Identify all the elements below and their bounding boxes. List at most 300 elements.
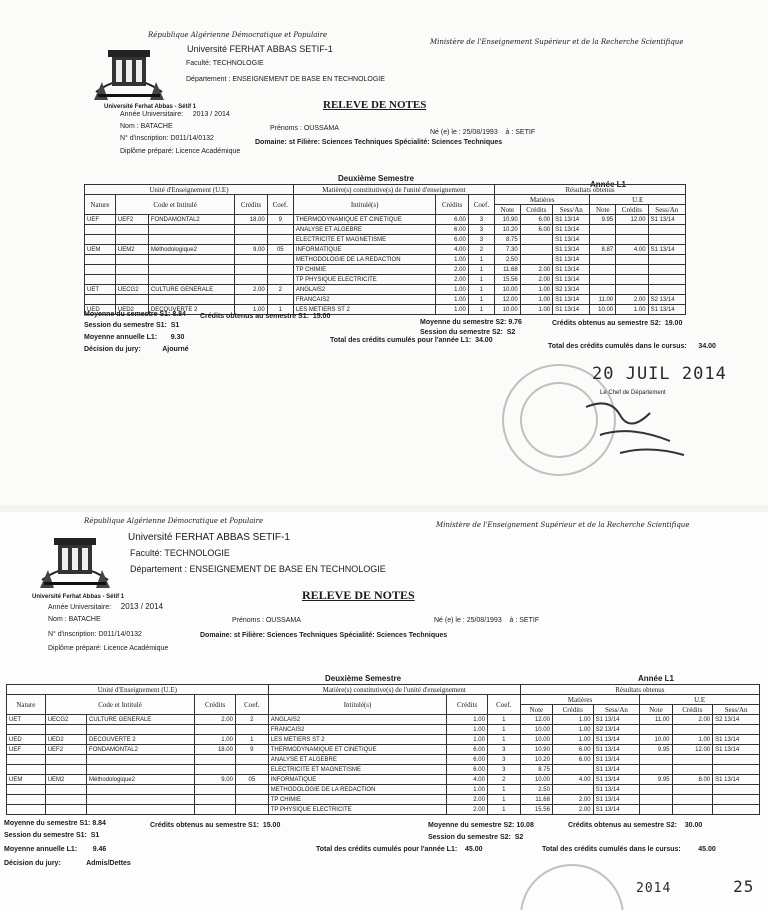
ue-nature-cell xyxy=(85,265,116,275)
official-round-stamp-icon xyxy=(520,864,624,910)
ue-result-header: U.E xyxy=(640,695,760,705)
matiere-coef-cell: 1 xyxy=(487,785,520,795)
cred-s1-value: 15.00 xyxy=(312,313,331,320)
matiere-credits-cell: 1.00 xyxy=(447,715,488,725)
ue-nature-cell xyxy=(85,235,116,245)
ue-credits-cell xyxy=(235,265,267,275)
total-cursus-value: 34.00 xyxy=(698,343,716,350)
matieres-header: Matières xyxy=(520,695,640,705)
ue-session-cell: S1 13/14 xyxy=(713,775,760,785)
ue-result-header: U.E xyxy=(590,195,686,205)
ue-code-cell: UECG2 xyxy=(45,715,86,725)
ue-note-cell xyxy=(590,275,616,285)
matiere-credits-cell: 6.00 xyxy=(436,225,468,235)
table-row xyxy=(7,755,760,765)
ue-credits-obtained-cell: 8.00 xyxy=(672,775,713,785)
total-cursus-line xyxy=(548,343,716,350)
sess-s2-line xyxy=(428,834,523,841)
diploma-value: Licence Académique xyxy=(103,645,169,652)
ue-code-cell: UED2 xyxy=(115,305,148,315)
diploma-line xyxy=(120,148,240,155)
matiere-title-cell: METHODOLOGIE DE LA REDACTION xyxy=(268,785,447,795)
ue-credits-obtained-cell xyxy=(616,275,648,285)
diploma-label: Diplôme préparé: xyxy=(48,645,102,652)
ue-coef-cell xyxy=(267,255,293,265)
avg-s1-line xyxy=(84,311,186,318)
matiere-credits-cell: 6.00 xyxy=(436,235,468,245)
matiere-credits-cell: 1.00 xyxy=(436,295,468,305)
ue-nature-cell xyxy=(7,805,46,815)
faculty-value: TECHNOLOGIE xyxy=(164,548,230,558)
matiere-credits-cell: 6.00 xyxy=(436,215,468,225)
total-year-line xyxy=(330,337,493,344)
name-label: Nom : xyxy=(48,616,67,623)
cred-s2-label: Crédits obtenus au semestre S2: xyxy=(552,320,661,327)
ue-coef-cell xyxy=(235,805,268,815)
ue-title-cell xyxy=(148,255,234,265)
ue-note-cell: 10.00 xyxy=(590,305,616,315)
table-row xyxy=(85,215,686,225)
ue-coef-cell xyxy=(235,765,268,775)
table-row xyxy=(85,265,686,275)
faculty-line xyxy=(130,548,230,558)
ue-title-cell: FONDAMONTAL2 xyxy=(87,745,195,755)
matiere-credits-obtained-cell: 1.00 xyxy=(552,725,593,735)
code-header: Code et Intitulé xyxy=(45,695,195,715)
ue-note-cell xyxy=(640,755,672,765)
ue-session-cell xyxy=(648,275,685,285)
domain-line: Domaine: st Filière: Sciences Techniques Spécialité: Sciences Techniques xyxy=(200,632,448,639)
ue-coef-header: Coef. xyxy=(235,695,268,715)
faculty-label: Faculté: xyxy=(186,60,211,67)
total-year-label: Total des crédits cumulés pour l'année L1: xyxy=(330,337,472,344)
table-row xyxy=(85,275,686,285)
cred-s1-label: Crédits obtenus au semestre S1: xyxy=(150,822,259,829)
ue-coef-cell: 1 xyxy=(235,735,268,745)
ue-code-cell xyxy=(45,795,86,805)
ue-title-cell: DECOUVERTE 2 xyxy=(87,735,195,745)
ue-nature-cell: UED xyxy=(7,735,46,745)
ue-nature-cell: UEM xyxy=(7,775,46,785)
ue-coef-cell: 2 xyxy=(235,715,268,725)
ue-credits-obtained-cell: 12.00 xyxy=(616,215,648,225)
matiere-session-cell: S1 13/14 xyxy=(593,745,640,755)
ue-title-cell: FONDAMONTAL2 xyxy=(148,215,234,225)
ue-title-cell xyxy=(87,755,195,765)
matiere-credits-cell: 2.00 xyxy=(436,275,468,285)
matiere-title-cell: TP PHYSIQUE ELECTRICITE xyxy=(268,805,447,815)
diploma-line xyxy=(48,645,168,652)
credits-result-header: Crédits xyxy=(520,205,552,215)
department-line xyxy=(186,76,385,83)
ue-code-cell xyxy=(115,225,148,235)
avg-s1-label: Moyenne du semestre S1: xyxy=(4,820,91,827)
ue-session-cell: S1 13/14 xyxy=(648,305,685,315)
avg-s2-value: 9.76 xyxy=(508,319,522,326)
code-header: Code et Intitulé xyxy=(115,195,234,215)
ue-nature-cell xyxy=(85,225,116,235)
ue-coef-cell: 9 xyxy=(235,745,268,755)
diploma-value: Licence Académique xyxy=(175,148,241,155)
matiere-session-cell: S2 13/14 xyxy=(593,725,640,735)
ue-note-cell: 9.95 xyxy=(590,215,616,225)
birthplace-value: SETIF xyxy=(519,617,540,624)
matiere-note-cell: 2.50 xyxy=(494,255,520,265)
avg-s2-value: 10.08 xyxy=(516,822,534,829)
logo-caption: Université Ferhat Abbas - Sétif 1 xyxy=(104,104,197,110)
ue-coef-cell xyxy=(267,295,293,305)
birth-line xyxy=(434,617,539,624)
mat-credits-header: Crédits xyxy=(436,195,468,215)
ue-note-cell: 9.95 xyxy=(640,775,672,785)
ue-note-cell xyxy=(590,225,616,235)
university-name: Université FERHAT ABBAS SETIF-1 xyxy=(187,44,333,54)
matiere-title-cell: THERMODYNAMIQUE ET CINETIQUE xyxy=(268,745,447,755)
session-header: Sess/An xyxy=(593,705,640,715)
matiere-credits-cell: 1.00 xyxy=(436,255,468,265)
ue-nature-cell xyxy=(7,795,46,805)
ue-credits-cell: 1.00 xyxy=(235,305,267,315)
jury-line xyxy=(84,346,189,353)
ue-title-cell: Méthodologique2 xyxy=(148,245,234,255)
registration-line xyxy=(120,135,214,142)
mat-credits-header: Crédits xyxy=(447,695,488,715)
jury-line xyxy=(4,860,131,867)
ue-coef-cell xyxy=(267,225,293,235)
ue-title-cell: DECOUVERTE 2 xyxy=(148,305,234,315)
birthplace-label: à : xyxy=(509,617,518,624)
date-stamp-year: 2014 xyxy=(636,881,672,896)
ue-credits-obtained-cell xyxy=(672,785,713,795)
matiere-note-cell: 10.20 xyxy=(494,225,520,235)
table-row xyxy=(85,235,686,245)
ue-title-cell xyxy=(87,795,195,805)
sess-s1-line xyxy=(84,322,179,329)
ue-title-cell: CULTURE GENERALE xyxy=(148,285,234,295)
ue-coef-cell: 2 xyxy=(267,285,293,295)
jury-value: Admis/Dettes xyxy=(86,860,131,867)
ue-note-cell xyxy=(640,795,672,805)
ue-session-cell: S1 13/14 xyxy=(648,215,685,225)
ue-credits-cell: 1.00 xyxy=(195,735,236,745)
matiere-title-cell: ANGLAIS2 xyxy=(268,715,447,725)
annual-label: Moyenne annuelle L1: xyxy=(84,334,158,341)
matiere-title-cell: TP PHYSIQUE ELECTRICITE xyxy=(293,275,436,285)
matiere-credits-cell: 1.00 xyxy=(436,305,468,315)
matiere-coef-cell: 1 xyxy=(468,295,494,305)
ue-coef-cell: 05 xyxy=(267,245,293,255)
ue-credits-cell xyxy=(235,295,267,305)
total-year-value: 45.00 xyxy=(464,846,483,853)
department-label: Département : xyxy=(186,76,231,83)
matiere-credits-obtained-cell: 4.00 xyxy=(552,775,593,785)
matiere-credits-cell: 6.00 xyxy=(447,765,488,775)
republic-heading: République Algérienne Démocratique et Populaire xyxy=(84,517,264,525)
matiere-credits-cell: 1.00 xyxy=(447,785,488,795)
ue-credits-obtained-cell: 12.00 xyxy=(672,745,713,755)
matiere-note-cell: 10.00 xyxy=(520,735,552,745)
name-line xyxy=(120,123,173,130)
matiere-session-cell: S2 13/14 xyxy=(553,285,590,295)
ue-nature-cell xyxy=(85,255,116,265)
matiere-title-cell: FRANCAIS2 xyxy=(293,295,436,305)
matiere-note-cell: 11.68 xyxy=(520,795,552,805)
ue-nature-cell xyxy=(85,275,116,285)
university-building-logo-icon xyxy=(90,42,168,104)
table-row xyxy=(7,785,760,795)
matiere-session-cell: S1 13/14 xyxy=(553,295,590,305)
semester-title: Deuxième Semestre xyxy=(338,174,415,183)
ue-title-cell: Méthodologique2 xyxy=(87,775,195,785)
table-row xyxy=(7,745,760,755)
ue-note-cell xyxy=(590,265,616,275)
name-value: BATACHE xyxy=(140,123,173,130)
matiere-coef-cell: 3 xyxy=(468,225,494,235)
year-label: Année Universitaire: xyxy=(120,111,184,118)
sess-s2-value: S2 xyxy=(514,834,524,841)
matiere-credits-cell: 6.00 xyxy=(447,745,488,755)
matiere-coef-cell: 1 xyxy=(468,275,494,285)
department-label: Département : xyxy=(130,564,188,574)
annual-value: 9.46 xyxy=(92,846,107,853)
matiere-coef-cell: 3 xyxy=(468,235,494,245)
nature-header: Nature xyxy=(7,695,46,715)
matiere-credits-cell: 2.00 xyxy=(447,805,488,815)
ue-credits-obtained-cell: 1.00 xyxy=(672,735,713,745)
table-row xyxy=(7,765,760,775)
ue-title-cell xyxy=(87,805,195,815)
matiere-credits-cell: 4.00 xyxy=(447,775,488,785)
matiere-coef-cell: 1 xyxy=(468,285,494,295)
university-name: Université FERHAT ABBAS SETIF-1 xyxy=(128,532,290,543)
cred-s1-value: 15.00 xyxy=(262,822,281,829)
ue-note-cell: 10.00 xyxy=(640,735,672,745)
matiere-note-cell: 10.00 xyxy=(520,725,552,735)
matiere-title-cell: INFORMATIQUE xyxy=(293,245,436,255)
matiere-credits-obtained-cell: 1.00 xyxy=(520,305,552,315)
matiere-session-cell: S1 13/14 xyxy=(553,235,590,245)
matiere-credits-obtained-cell: 1.00 xyxy=(520,295,552,305)
table-row xyxy=(7,725,760,735)
matiere-coef-cell: 1 xyxy=(487,795,520,805)
firstname-value: OUSSAMA xyxy=(265,617,301,624)
matiere-coef-cell: 1 xyxy=(487,715,520,725)
ue-credits-obtained-cell: 2.00 xyxy=(616,295,648,305)
department-value: ENSEIGNEMENT DE BASE EN TECHNOLOGIE xyxy=(189,564,386,574)
ue-session-cell: S2 13/14 xyxy=(648,295,685,305)
credits-result-header: Crédits xyxy=(552,705,593,715)
matiere-session-cell: S1 13/14 xyxy=(593,785,640,795)
ue-session-cell xyxy=(713,755,760,765)
ue-group-header: Unité d'Enseignement (U.E) xyxy=(85,185,294,195)
jury-label: Décision du jury: xyxy=(4,860,61,867)
matiere-session-cell: S1 13/14 xyxy=(553,215,590,225)
matiere-coef-cell: 1 xyxy=(468,265,494,275)
table-row xyxy=(85,285,686,295)
matiere-title-cell: TP CHIMIE xyxy=(293,265,436,275)
avg-s2-line xyxy=(428,822,534,829)
mat-coef-header: Coef. xyxy=(487,695,520,715)
ue-note-cell: 9.95 xyxy=(640,745,672,755)
ue-coef-cell: 05 xyxy=(235,775,268,785)
ue-code-cell: UEM2 xyxy=(115,245,148,255)
ue-credits-cell: 18.00 xyxy=(235,215,267,225)
ue-credits-obtained-cell: 2.00 xyxy=(672,715,713,725)
session-header: Sess/An xyxy=(553,205,590,215)
ue-code-cell: UEM2 xyxy=(45,775,86,785)
ue-credits-cell: 9.00 xyxy=(195,775,236,785)
ue-code-cell xyxy=(45,755,86,765)
faculty-line xyxy=(186,60,264,67)
ue-credits-result-header: Crédits xyxy=(616,205,648,215)
sess-s1-label: Session du semestre S1: xyxy=(84,322,167,329)
ue-session-cell xyxy=(713,765,760,775)
avg-s2-line xyxy=(420,319,522,326)
ue-credits-result-header: Crédits xyxy=(672,705,713,715)
sess-s2-line xyxy=(420,329,515,336)
ue-session-cell xyxy=(713,795,760,805)
matiere-credits-obtained-cell: 1.00 xyxy=(552,735,593,745)
date-stamp-day: 25 xyxy=(733,877,755,896)
annual-label: Moyenne annuelle L1: xyxy=(4,846,78,853)
matiere-note-cell: 10.00 xyxy=(494,285,520,295)
matiere-note-cell: 10.00 xyxy=(520,775,552,785)
sess-s1-value: S1 xyxy=(90,832,100,839)
note-header: Note xyxy=(520,705,552,715)
ue-coef-cell: 1 xyxy=(267,305,293,315)
total-cursus-line xyxy=(542,846,716,853)
ue-coef-cell: 9 xyxy=(267,215,293,225)
matiere-session-cell: S1 13/14 xyxy=(593,735,640,745)
intitule-header: Intitulé(s) xyxy=(268,695,447,715)
birth-line xyxy=(430,129,535,136)
ue-title-cell xyxy=(87,785,195,795)
republic-heading: République Algérienne Démocratique et Populaire xyxy=(148,31,328,39)
nature-header: Nature xyxy=(85,195,116,215)
registration-value: D011/14/0132 xyxy=(98,631,142,638)
matiere-credits-obtained-cell xyxy=(552,765,593,775)
matiere-note-cell: 8.75 xyxy=(494,235,520,245)
matiere-credits-obtained-cell: 6.00 xyxy=(552,745,593,755)
signature-icon xyxy=(580,395,690,465)
matiere-coef-cell: 2 xyxy=(468,245,494,255)
table-row xyxy=(7,805,760,815)
avg-s1-value: 8.84 xyxy=(92,820,106,827)
ue-credits-cell: 2.00 xyxy=(235,285,267,295)
firstname-line xyxy=(232,617,301,624)
matiere-note-cell: 12.00 xyxy=(494,295,520,305)
ue-code-cell xyxy=(45,765,86,775)
matiere-credits-obtained-cell xyxy=(520,235,552,245)
cred-s2-line xyxy=(568,822,702,829)
ue-credits-cell: 9.00 xyxy=(235,245,267,255)
ue-nature-cell: UET xyxy=(7,715,46,725)
ue-coef-cell xyxy=(235,755,268,765)
ue-coef-cell xyxy=(235,795,268,805)
ue-title-cell xyxy=(148,235,234,245)
matiere-session-cell: S1 13/14 xyxy=(593,715,640,725)
ue-code-cell xyxy=(45,785,86,795)
ue-code-cell xyxy=(115,235,148,245)
jury-value: Ajourné xyxy=(162,346,189,353)
diploma-label: Diplôme préparé: xyxy=(120,148,174,155)
ue-code-cell xyxy=(45,725,86,735)
ue-code-cell xyxy=(45,805,86,815)
matiere-session-cell: S1 13/14 xyxy=(553,255,590,265)
ue-credits-obtained-cell xyxy=(672,805,713,815)
annual-value: 9.30 xyxy=(170,334,185,341)
ue-credits-cell xyxy=(195,795,236,805)
ue-group-header: Unité d'Enseignement (U.E) xyxy=(7,685,269,695)
year-value: 2013 / 2014 xyxy=(120,602,164,611)
matiere-title-cell: TP CHIMIE xyxy=(268,795,447,805)
faculty-value: TECHNOLOGIE xyxy=(212,60,264,67)
matiere-credits-obtained-cell: 1.00 xyxy=(552,715,593,725)
matiere-credits-cell: 1.00 xyxy=(436,285,468,295)
ue-nature-cell: UET xyxy=(85,285,116,295)
matiere-session-cell: S1 13/14 xyxy=(553,225,590,235)
matiere-session-cell: S1 13/14 xyxy=(553,305,590,315)
ue-nature-cell xyxy=(7,785,46,795)
ue-credits-cell xyxy=(235,275,267,285)
ue-session-cell xyxy=(648,265,685,275)
ue-session-cell: S1 13/14 xyxy=(648,245,685,255)
jury-label: Décision du jury: xyxy=(84,346,141,353)
ministry-heading: Ministère de l'Enseignement Supérieur et de la Recherche Scientifique xyxy=(436,521,690,529)
name-label: Nom : xyxy=(120,123,139,130)
ue-code-cell xyxy=(115,275,148,285)
grades-table xyxy=(6,684,760,815)
ue-nature-cell xyxy=(85,295,116,305)
ue-coef-header: Coef. xyxy=(267,195,293,215)
total-year-value: 34.00 xyxy=(475,337,493,344)
cred-s2-label: Crédits obtenus au semestre S2: xyxy=(568,822,677,829)
chef-label: Le Chef de Département xyxy=(600,390,666,396)
page-title: RELEVE DE NOTES xyxy=(302,588,415,602)
matiere-credits-cell: 6.00 xyxy=(447,755,488,765)
department-line xyxy=(130,564,386,574)
ue-nature-cell xyxy=(7,765,46,775)
semester-title: Deuxième Semestre xyxy=(325,674,402,683)
faculty-label: Faculté: xyxy=(130,548,163,558)
ue-coef-cell xyxy=(235,725,268,735)
date-stamp: 20 JUIL 2014 xyxy=(592,364,727,384)
ue-code-cell: UED2 xyxy=(45,735,86,745)
table-row xyxy=(85,255,686,265)
ue-code-cell xyxy=(115,295,148,305)
matiere-title-cell: LES METIERS ST 2 xyxy=(268,735,447,745)
ue-title-cell xyxy=(148,275,234,285)
registration-label: N° d'inscription: xyxy=(48,631,97,638)
matiere-credits-cell: 1.00 xyxy=(447,725,488,735)
results-group-header: Résultats obtenus xyxy=(494,185,685,195)
matiere-note-cell: 15.56 xyxy=(520,805,552,815)
birthplace-label: à : xyxy=(505,129,514,136)
ue-session-cell: S1 13/14 xyxy=(713,745,760,755)
table-row xyxy=(85,225,686,235)
matiere-coef-cell: 1 xyxy=(468,255,494,265)
matiere-credits-cell: 2.00 xyxy=(436,265,468,275)
matiere-note-cell: 12.00 xyxy=(520,715,552,725)
name-line xyxy=(48,616,101,623)
avg-s1-value: 8.84 xyxy=(172,311,186,318)
ue-nature-cell: UEF xyxy=(85,215,116,225)
matiere-coef-cell: 1 xyxy=(487,725,520,735)
ue-credits-obtained-cell xyxy=(616,265,648,275)
ue-session-cell xyxy=(648,225,685,235)
born-value: 25/08/1993 xyxy=(466,617,502,624)
ue-credits-cell xyxy=(195,785,236,795)
